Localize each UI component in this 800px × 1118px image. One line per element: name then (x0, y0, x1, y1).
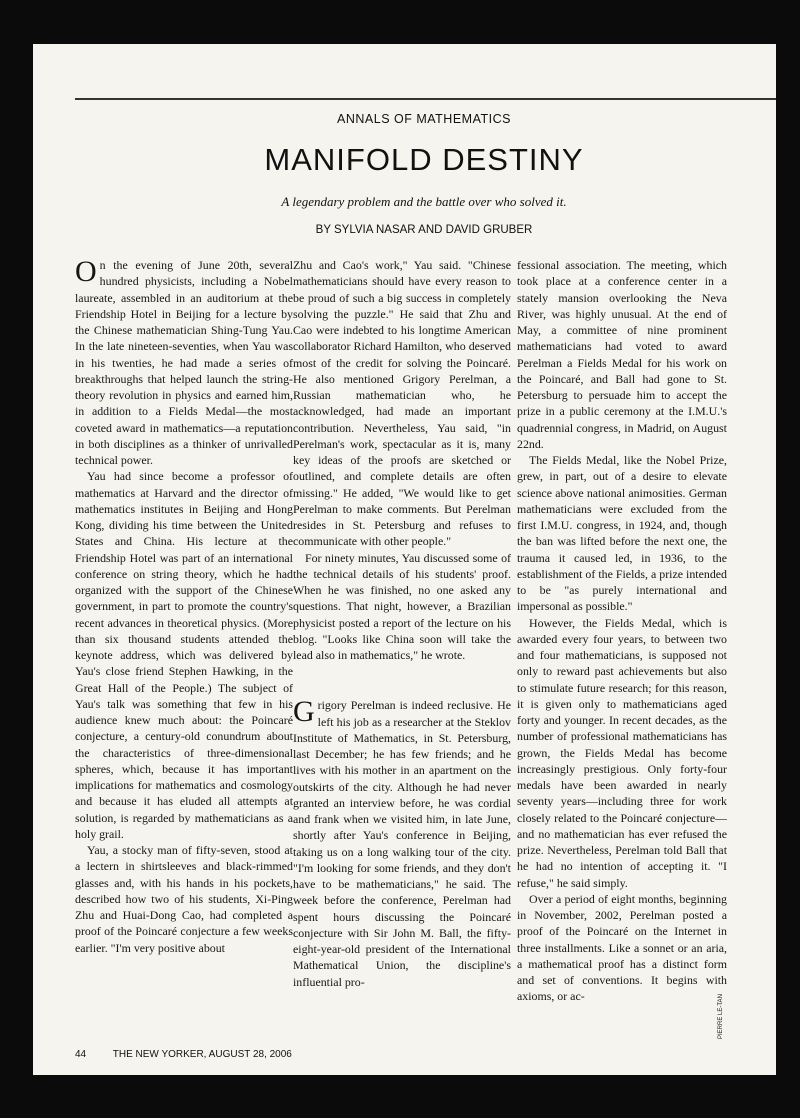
paragraph: The Fields Medal, like the Nobel Prize, grew, in part, out of a desire to elevate science above national animosities. German mathematicians were excluded from the first I.M.U. congress, in 1924, and, though the ban was lifted before the next one, the trauma it caused led, in 1936, to the establishment of the Fields, a prize intended to be "as purely international and impersonal as possible." (517, 453, 727, 614)
text-column-3 (517, 257, 727, 1077)
text-column-2 (293, 257, 511, 1077)
paragraph: Over a period of eight months, beginning in November, 2002, Perelman posted a proof of the Poincaré on the Internet in three installments. Like a sonnet or an aria, a mathematical proof has a distinct form and set of conventions. It begins with axioms, or ac- (517, 891, 727, 1004)
paragraph: fessional association. The meeting, which took place at a conference center in a stately mansion overlooking the Neva River, was highly unusual. At the end of May, a committee of nine prominent mathematicians had voted to award Perelman a Fields Medal for his work on the Poincaré, and Ball had gone to St. Petersburg to persuade him to accept the prize in a public ceremony at the I.M.U.'s quadrennial congress, in Madrid, on August 22nd. (517, 258, 727, 451)
drop-cap: O (75, 257, 97, 288)
paragraph: Yau, a stocky man of fifty-seven, stood at a lectern in shirtsleeves and black-rimmed glasses and, with his hands in his pockets, described how two of his students, Xi-Ping Zhu and Huai-Dong Cao, had completed a proof of the Poincaré conjecture a few weeks earlier. "I'm very positive about (75, 843, 293, 955)
paragraph (293, 697, 511, 990)
publication-line: THE NEW YORKER, AUGUST 28, 2006 (112, 1049, 292, 1060)
paragraph-text: rigory Perelman is indeed reclusive. He left his job as a researcher at the Steklov Institute of Mathematics, in St. Petersburg, last December; he has few friends; and he lives with his mother in an apartment on the outskirts of the city. Although he had never granted an interview before, he was cordial and frank when we visited him, in late June, shortly after Yau's conference in Beijing, taking us on a long walking tour of the city. "I'm looking for some friends, and they don't have to be mathematicians," he said. The week before the conference, Perelman had spent hours discussing the Poincaré conjecture with Sir John M. Ball, the fifty-eight-year-old president of the International Mathematical Union, the discipline's influential pro- (293, 698, 511, 989)
drop-cap: G (293, 695, 315, 729)
paragraph: However, the Fields Medal, which is awarded every four years, to between two and four mathematicians, is supposed not only to reward past achievements but also to stimulate future research; for this reason, it is given only to mathematicians aged forty and younger. In recent decades, as the number of professional mathematicians has grown, the Fields Medal has become increasingly prestigious. Only forty-four medals have been awarded in nearly seventy years—including three for work closely related to the Poincaré conjecture—and no mathematician has ever refused the prize. Nevertheless, Perelman told Ball that he had no intention of accepting it. "I refuse," he said simply. (517, 615, 727, 890)
section-kicker: ANNALS OF MATHEMATICS (337, 112, 511, 126)
article-dek: A legendary problem and the battle over who solved it. (281, 194, 567, 209)
paragraph: For ninety minutes, Yau discussed some of the technical details of his students' proof. When he was finished, no one asked any questions. That night, however, a Brazilian physicist posted a report of the lecture on his blog. "Looks like China soon will take the lead also in mathematics," he wrote. (293, 550, 511, 662)
paragraph: Zhu and Cao's work," Yau said. "Chinese mathematicians should have every reason to be proud of such a big success in completely solving the puzzle." He said that Zhu and Cao were indebted to his longtime American collaborator Richard Hamilton, who deserved most of the credit for solving the Poincaré. He also mentioned Grigory Perelman, a Russian mathematician who, he acknowledged, had made an important contribution. Nevertheless, Yau said, "in Perelman's work, spectacular as it is, many key ideas of the proofs are sketched or outlined, and complete details are often missing." He added, "We would like to get Perelman to make comments. But Perelman resides in St. Petersburg and refuses to communicate with other people." (293, 258, 511, 549)
page-number: 44 (75, 1049, 87, 1060)
byline: BY SYLVIA NASAR AND DAVID GRUBER (315, 224, 533, 236)
article-title: MANIFOLD DESTINY (264, 142, 584, 177)
folio (75, 1049, 675, 1060)
paragraph-text: n the evening of June 20th, several hundred physicists, including a Nobel laureate, assembled in an auditorium at the Friendship Hotel in Beijing for a lecture by the Chinese mathematician Shing-Tung Yau. In the late nineteen-seventies, when Yau was in his twenties, he had made a series of breakthroughs that helped launch the string-theory revolution in physics and earned him, in addition to a Fields Medal—the most coveted award in mathematics—a reputation in both disciplines as a thinker of unrivalled technical power. (75, 258, 293, 467)
magazine-page (33, 44, 776, 1075)
paragraph (75, 257, 293, 468)
section-break (293, 663, 511, 697)
illustration-credit: PIERRE LE-TAN (718, 994, 724, 1039)
top-rule (75, 98, 776, 100)
text-column-1 (75, 257, 293, 1077)
paragraph: Yau had since become a professor of mathematics at Harvard and the director of mathematics institutes in Beijing and Hong Kong, dividing his time between the United States and China. His lecture at the Friendship Hotel was part of an international conference on string theory, which he had organized with the support of the Chinese government, in part to promote the country's recent advances in theoretical physics. (More than six thousand students attended the keynote address, which was delivered by Yau's close friend Stephen Hawking, in the Great Hall of the People.) The subject of Yau's talk was something that few in his audience knew much about: the Poincaré conjecture, a century-old conundrum about the characteristics of three-dimensional spheres, which, because it has important implications for mathematics and cosmology and because it has eluded all attempts at solution, is regarded by mathematicians as a holy grail. (75, 469, 293, 841)
